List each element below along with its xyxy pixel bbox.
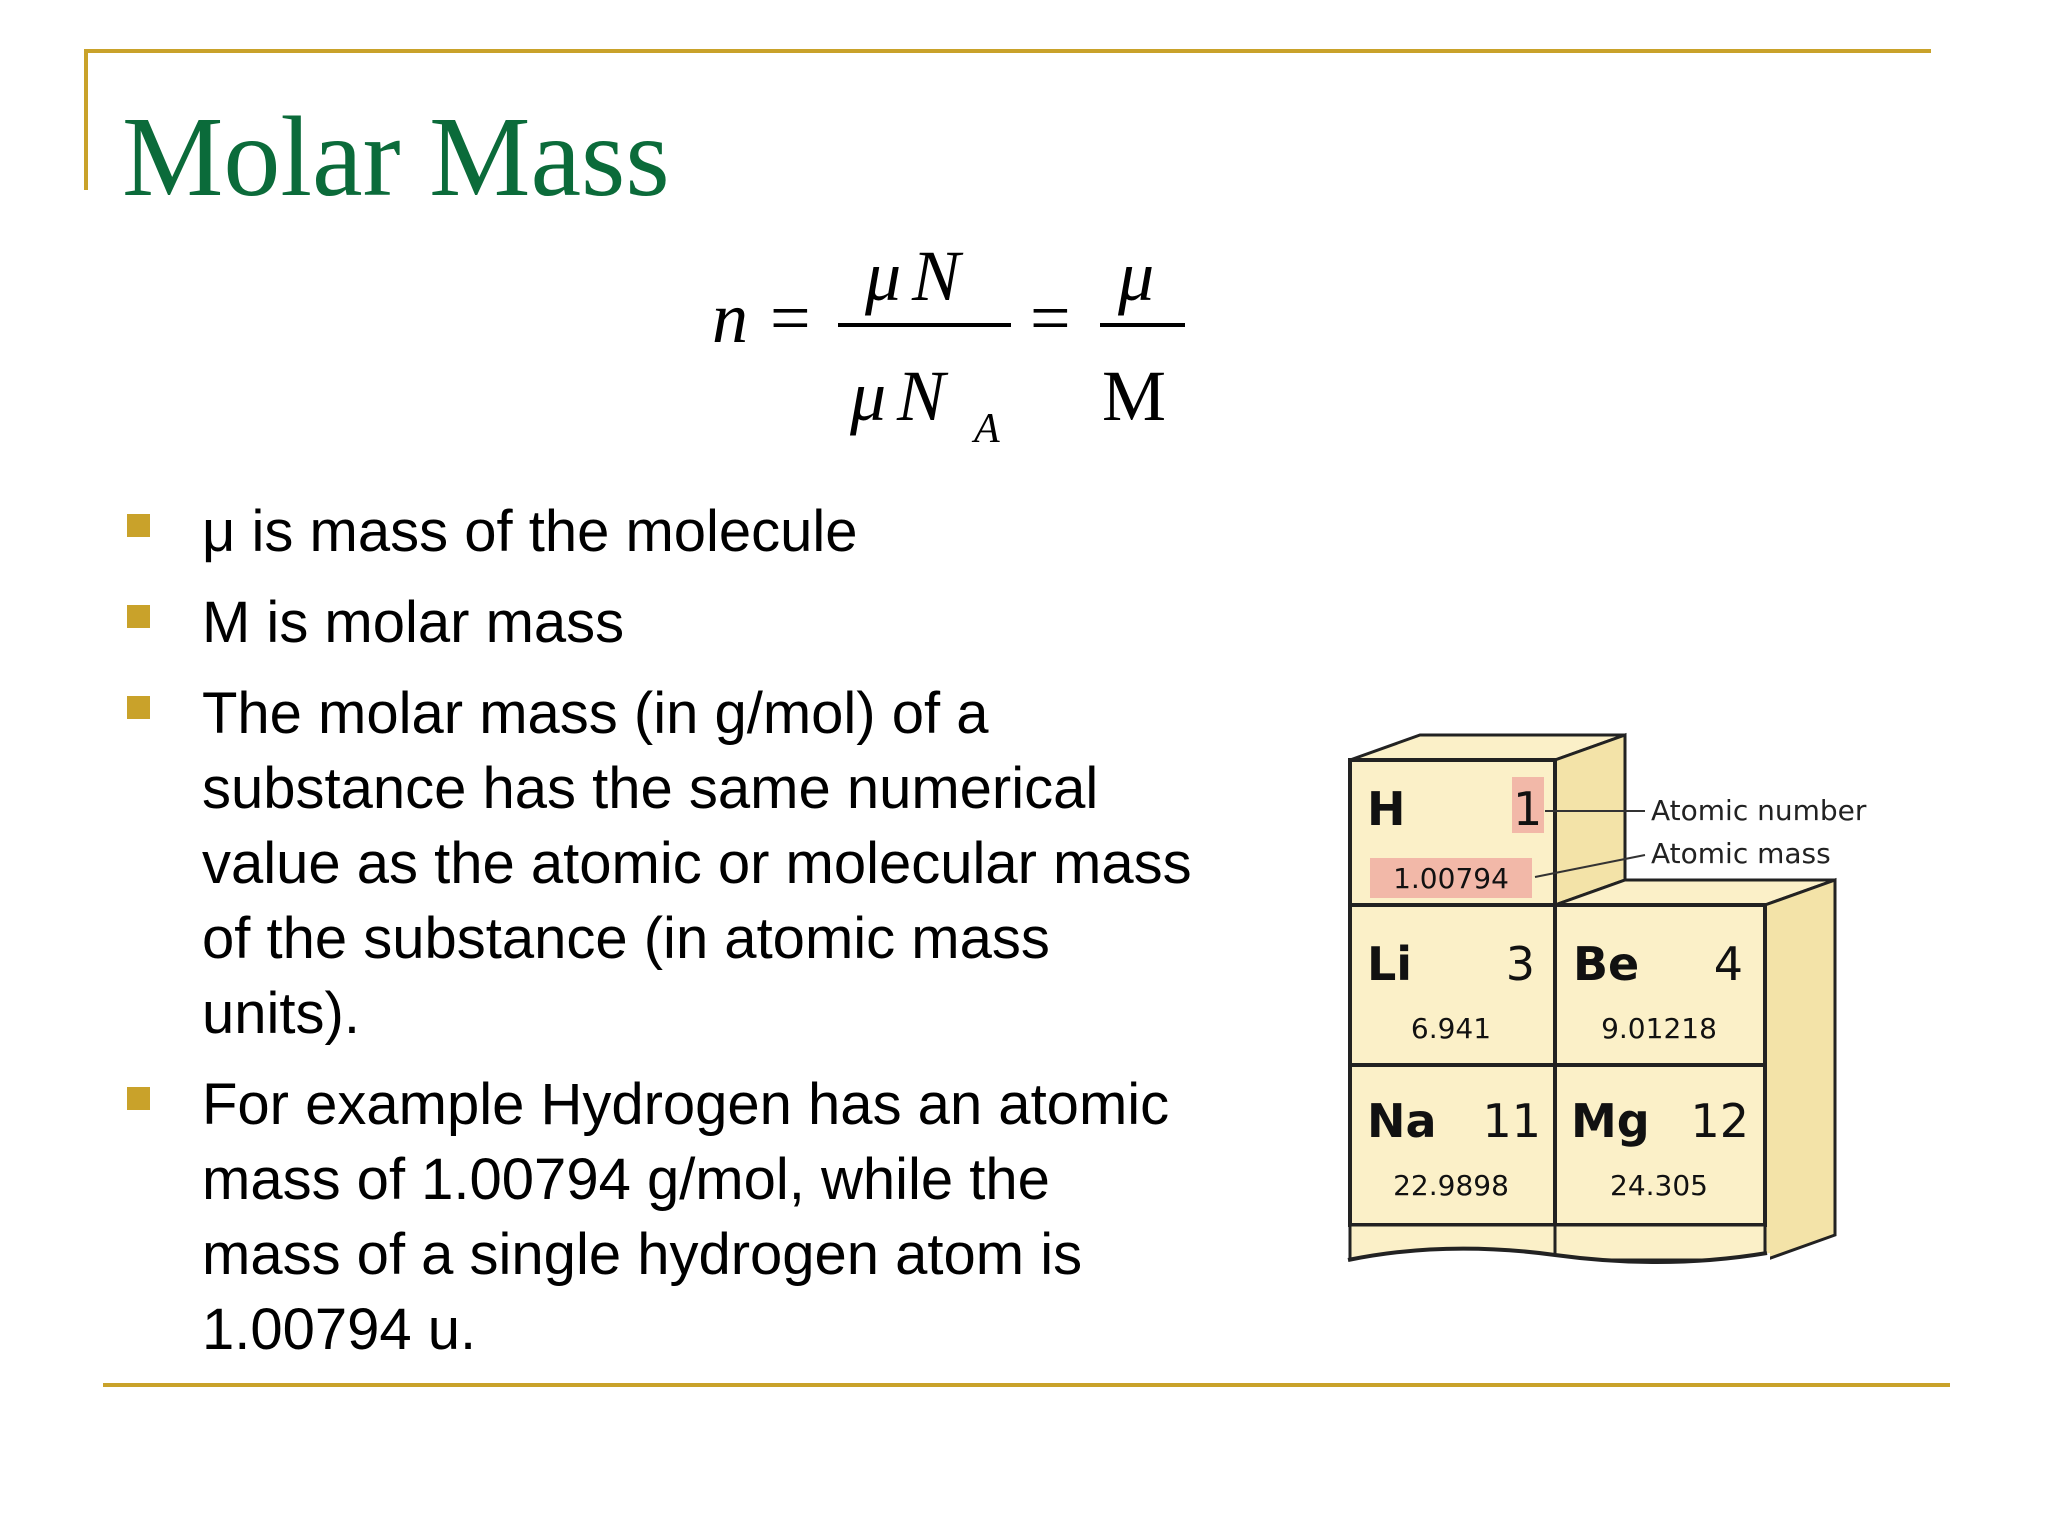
bullet-marker-icon <box>127 696 150 719</box>
bottom-rule <box>103 1383 1950 1387</box>
bullet-marker-icon <box>127 1087 150 1110</box>
element-mass-na: 22.9898 <box>1393 1169 1509 1202</box>
formula-fraction-bar-2 <box>1100 323 1185 327</box>
bullet-marker-icon <box>127 605 150 628</box>
bullet-text: μ is mass of the molecule <box>202 499 858 564</box>
slide-title: Molar Mass <box>122 93 670 220</box>
element-symbol-na: Na <box>1367 1094 1437 1148</box>
formula-frac1-den-mu: μ <box>850 356 887 436</box>
bullet-item <box>122 494 1202 569</box>
formula-equals-1: = <box>770 278 811 358</box>
atomic-number-label: Atomic number <box>1651 794 1867 827</box>
element-mass-mg: 24.305 <box>1610 1169 1708 1202</box>
top-rule <box>84 49 1931 53</box>
atomic-mass-label: Atomic mass <box>1651 837 1831 870</box>
bullet-list <box>122 494 1202 1383</box>
element-mass-li: 6.941 <box>1410 1012 1492 1045</box>
formula-frac1-den-N: N <box>897 356 946 436</box>
formula-frac1-num-N: N <box>912 236 961 316</box>
formula-equals-2: = <box>1030 278 1071 358</box>
bullet-text: For example Hydrogen has an atomic mass of 1.00794 g/mol, while the mass of a single hydrogen atom is 1.00794 u. <box>202 1072 1170 1362</box>
element-symbol-li: Li <box>1367 937 1413 991</box>
element-symbol-be: Be <box>1573 937 1640 991</box>
element-mass-h: 1.00794 <box>1393 862 1509 895</box>
h-cell-side-face <box>1555 735 1625 905</box>
bullet-item <box>122 585 1202 660</box>
formula-fraction-bar-1 <box>838 323 1011 327</box>
lower-block-side-face <box>1765 880 1835 1260</box>
element-symbol-h: H <box>1367 782 1406 836</box>
periodic-table-fragment <box>1345 725 1905 1275</box>
element-number-h: 1 <box>1513 782 1543 836</box>
element-number-mg: 12 <box>1690 1094 1749 1148</box>
formula-frac1-den-sub: A <box>974 406 1000 452</box>
molar-mass-formula <box>700 230 1220 460</box>
bullet-text: M is molar mass <box>202 590 625 655</box>
formula-frac2-den-M: M <box>1102 356 1167 436</box>
bullet-marker-icon <box>127 514 150 537</box>
element-symbol-mg: Mg <box>1571 1094 1650 1148</box>
bullet-text: The molar mass (in g/mol) of a substance has the same numerical value as the atomic or molecular mass of the substance (in atomic mass units). <box>202 681 1192 1046</box>
element-mass-be: 9.01218 <box>1601 1012 1717 1045</box>
element-number-be: 4 <box>1713 937 1743 991</box>
element-number-na: 11 <box>1482 1094 1541 1148</box>
formula-frac2-num-mu: μ <box>1118 236 1155 316</box>
bullet-item <box>122 1067 1202 1367</box>
bullet-item <box>122 676 1202 1051</box>
left-rule <box>84 49 88 190</box>
formula-frac1-num-mu: μ <box>865 236 902 316</box>
formula-n: n <box>712 278 748 358</box>
element-number-li: 3 <box>1505 937 1535 991</box>
